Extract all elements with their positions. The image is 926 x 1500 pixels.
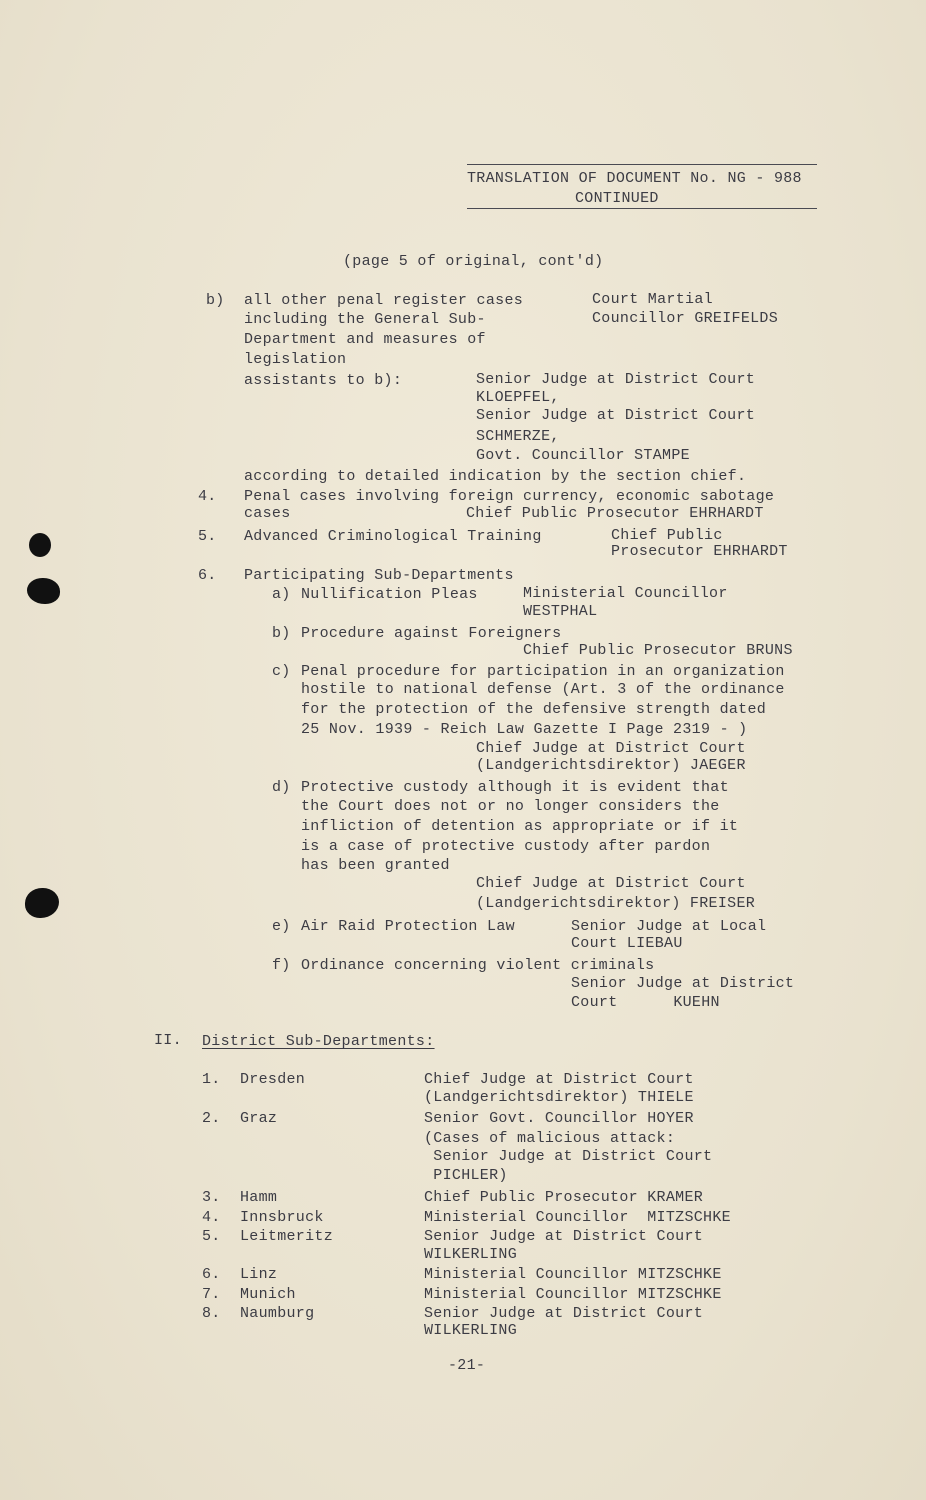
item-b-official-line: Court Martial <box>592 291 713 308</box>
district-row-official-line: Ministerial Councillor MITZSCHKE <box>424 1209 731 1226</box>
item-b-assistant-line: Govt. Councillor STAMPE <box>476 447 690 464</box>
district-row-number: 8. <box>202 1305 221 1322</box>
item-4-number: 4. <box>198 488 217 505</box>
district-row-official-line: Senior Judge at District Court <box>424 1228 704 1245</box>
district-row-official-line: WILKERLING <box>424 1246 518 1263</box>
district-row-city: Hamm <box>240 1189 278 1206</box>
district-row-official-line: Ministerial Councillor MITZSCHKE <box>424 1266 722 1283</box>
page-note: (page 5 of original, cont'd) <box>343 253 604 270</box>
district-row-official-line: Senior Judge at District Court <box>424 1148 713 1165</box>
punch-hole <box>27 578 60 604</box>
item-6d-label: d) <box>272 779 291 796</box>
item-5-number: 5. <box>198 528 217 545</box>
item-b-desc-line: Department and measures of <box>244 331 486 348</box>
item-6a-desc: Nullification Pleas <box>301 586 478 603</box>
district-row-official-line: WILKERLING <box>424 1322 518 1339</box>
item-6d-desc-line: has been granted <box>301 857 450 874</box>
district-row-number: 7. <box>202 1286 221 1303</box>
district-row-city: Innsbruck <box>240 1209 324 1226</box>
item-6b-label: b) <box>272 625 291 642</box>
district-row-official-line: Chief Public Prosecutor KRAMER <box>424 1189 704 1206</box>
item-6f-desc: Ordinance concerning violent criminals <box>301 957 655 974</box>
item-6e-official-line: Senior Judge at Local <box>571 918 767 935</box>
item-6d-official-line: Chief Judge at District Court <box>476 875 746 892</box>
section-2-number: II. <box>154 1032 182 1049</box>
item-6e-desc: Air Raid Protection Law <box>301 918 515 935</box>
item-6c-desc-line: 25 Nov. 1939 - Reich Law Gazette I Page 2319 - ) <box>301 721 748 738</box>
item-5-desc: Advanced Criminological Training <box>244 528 542 545</box>
item-b-assistant-line: KLOEPFEL, <box>476 389 560 406</box>
item-6e-label: e) <box>272 918 291 935</box>
header-rule-bottom <box>467 208 817 209</box>
item-6d-official-line: (Landgerichtsdirektor) FREISER <box>476 895 756 912</box>
district-row-number: 6. <box>202 1266 221 1283</box>
item-6b-official: Chief Public Prosecutor BRUNS <box>523 642 793 659</box>
item-4-official: Chief Public Prosecutor EHRHARDT <box>466 505 764 522</box>
district-row-official-line: PICHLER) <box>424 1167 508 1184</box>
item-6c-desc-line: Penal procedure for participation in an organization <box>301 663 785 680</box>
item-6d-desc-line: infliction of detention as appropriate or if it <box>301 818 739 835</box>
item-b-assistant-line: Senior Judge at District Court <box>476 407 756 424</box>
item-b-desc-line: including the General Sub- <box>244 311 486 328</box>
item-b-desc-line: legislation <box>244 351 347 368</box>
item-6e-official-line: Court LIEBAU <box>571 935 683 952</box>
district-row-number: 5. <box>202 1228 221 1245</box>
item-b-assistants-label: assistants to b): <box>244 372 403 389</box>
item-4-desc-line: cases <box>244 505 291 522</box>
item-6c-label: c) <box>272 663 291 680</box>
item-5-official-line: Prosecutor EHRHARDT <box>611 543 788 560</box>
item-6-title: Participating Sub-Departments <box>244 567 514 584</box>
district-row-number: 4. <box>202 1209 221 1226</box>
item-6c-desc-line: hostile to national defense (Art. 3 of the ordinance <box>301 681 785 698</box>
item-5-official-line: Chief Public <box>611 527 723 544</box>
header-rule-top <box>467 164 817 165</box>
item-6-number: 6. <box>198 567 217 584</box>
item-b-assistant-line: Senior Judge at District Court <box>476 371 756 388</box>
district-row-number: 3. <box>202 1189 221 1206</box>
item-6f-official-line: Senior Judge at District <box>571 975 795 992</box>
item-6c-desc-line: for the protection of the defensive strength dated <box>301 701 767 718</box>
item-b-note: according to detailed indication by the section chief. <box>244 468 747 485</box>
item-6f-official-line: Court KUEHN <box>571 994 720 1011</box>
page-number: -21- <box>448 1357 486 1374</box>
item-6d-desc-line: Protective custody although it is evident that <box>301 779 729 796</box>
punch-hole <box>25 888 59 918</box>
item-6d-desc-line: the Court does not or no longer considers the <box>301 798 720 815</box>
district-row-number: 2. <box>202 1110 221 1127</box>
district-row-number: 1. <box>202 1071 221 1088</box>
section-2-title: District Sub-Departments: <box>202 1033 435 1050</box>
item-b-assistant-line: SCHMERZE, <box>476 428 560 445</box>
district-row-city: Leitmeritz <box>240 1228 334 1245</box>
item-6c-official-line: (Landgerichtsdirektor) JAEGER <box>476 757 746 774</box>
item-b-label: b) <box>206 292 225 309</box>
item-6f-label: f) <box>272 957 291 974</box>
district-row-city: Munich <box>240 1286 296 1303</box>
district-row-city: Linz <box>240 1266 278 1283</box>
district-row-official-line: Senior Judge at District Court <box>424 1305 704 1322</box>
district-row-official-line: Chief Judge at District Court <box>424 1071 694 1088</box>
document-subtitle: CONTINUED <box>575 190 659 207</box>
item-b-official-line: Councillor GREIFELDS <box>592 310 779 327</box>
document-title: TRANSLATION OF DOCUMENT No. NG - 988 <box>467 170 802 187</box>
punch-hole <box>29 533 51 557</box>
district-row-official-line: Ministerial Councillor MITZSCHKE <box>424 1286 722 1303</box>
item-4-desc-line: Penal cases involving foreign currency, economic sabotage <box>244 488 775 505</box>
item-6a-label: a) <box>272 586 291 603</box>
item-6b-desc: Procedure against Foreigners <box>301 625 562 642</box>
district-row-city: Dresden <box>240 1071 306 1088</box>
district-row-official-line: Senior Govt. Councillor HOYER <box>424 1110 694 1127</box>
item-6c-official-line: Chief Judge at District Court <box>476 740 746 757</box>
district-row-official-line: (Cases of malicious attack: <box>424 1130 676 1147</box>
district-row-city: Graz <box>240 1110 278 1127</box>
item-6a-official-line: Ministerial Councillor <box>523 585 728 602</box>
item-6d-desc-line: is a case of protective custody after pardon <box>301 838 711 855</box>
district-row-city: Naumburg <box>240 1305 315 1322</box>
item-6a-official-line: WESTPHAL <box>523 603 598 620</box>
district-row-official-line: (Landgerichtsdirektor) THIELE <box>424 1089 694 1106</box>
item-b-desc-line: all other penal register cases <box>244 292 524 309</box>
